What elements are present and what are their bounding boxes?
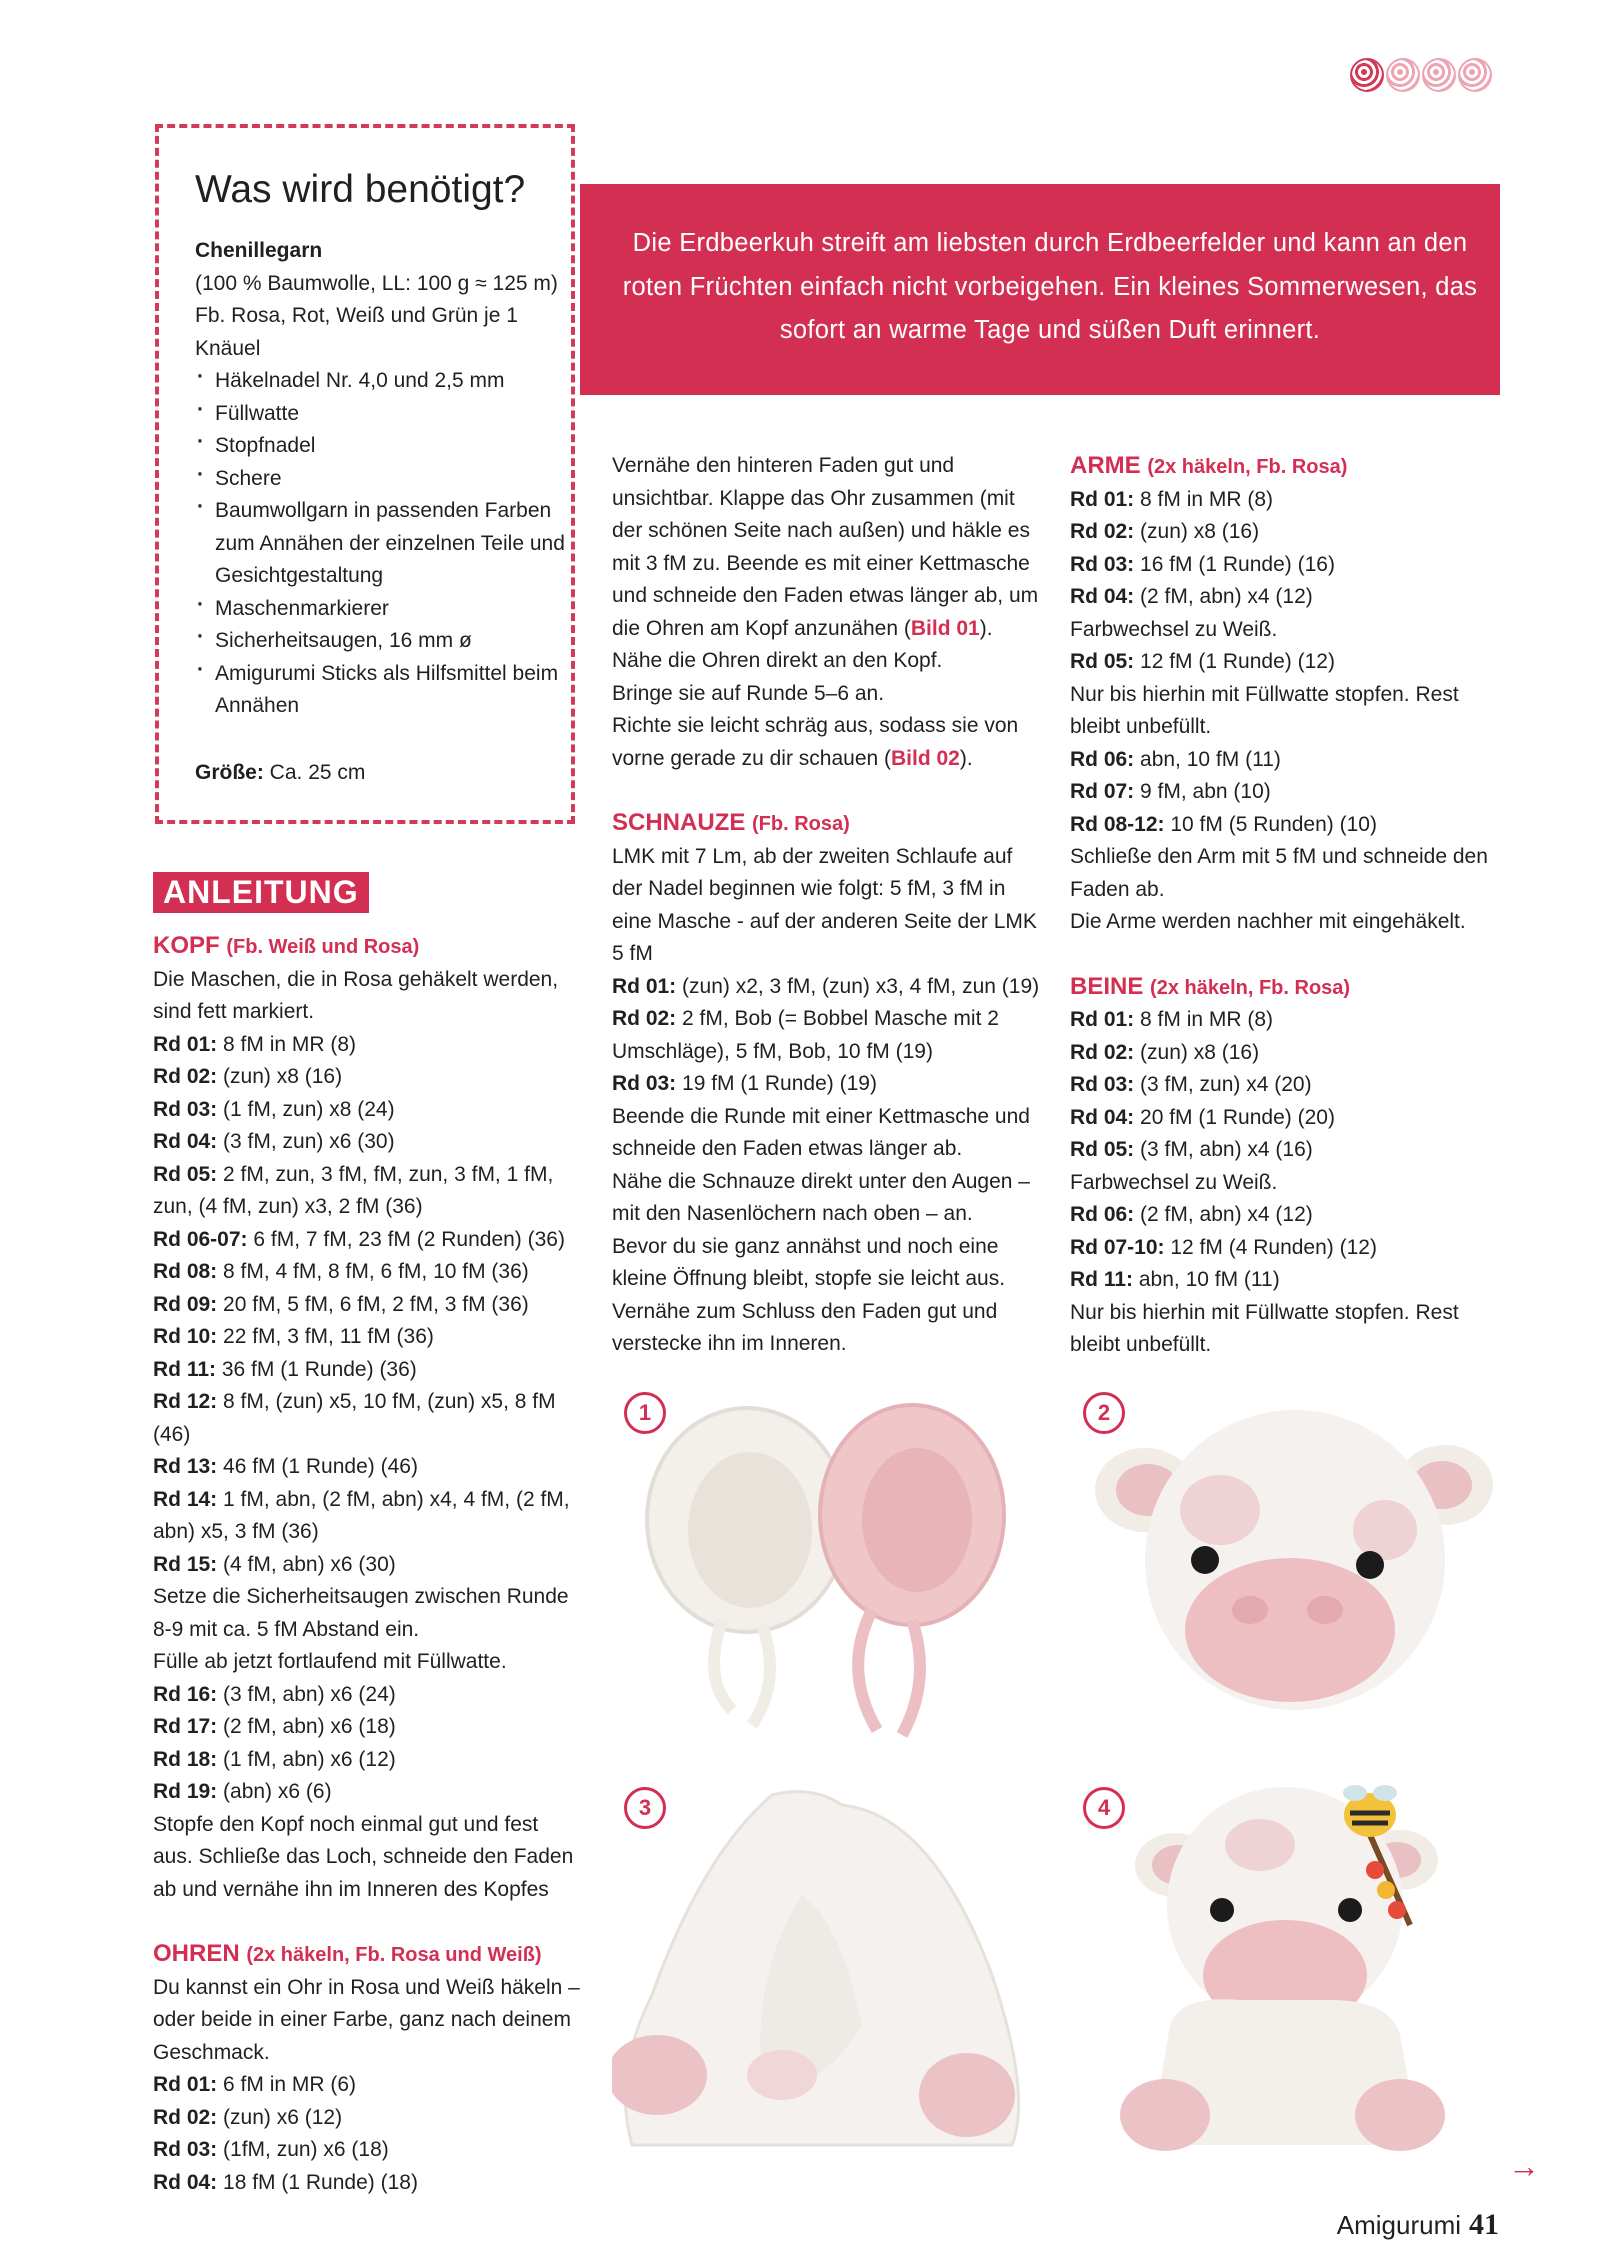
row-label: Rd 19:	[153, 1780, 218, 1803]
row-text: 2 fM, Bob (= Bobbel Masche mit 2 Umschläge), 5 fM, Bob, 10 fM (19)	[612, 1007, 999, 1063]
materials-list	[195, 235, 570, 789]
row-text: 19 fM (1 Runde) (19)	[676, 1072, 877, 1095]
row-text: (zun) x8 (16)	[1134, 1040, 1260, 1064]
paragraph	[612, 710, 1042, 775]
row-label: Rd 05:	[1070, 1138, 1135, 1161]
pattern-row	[153, 1484, 583, 1549]
row-text: 16 fM (1 Runde) (16)	[1134, 552, 1335, 576]
pattern-row	[1070, 581, 1505, 614]
row-label: Rd 04:	[1070, 1105, 1135, 1129]
row-list	[1070, 1004, 1505, 1167]
row-label: Rd 05:	[1070, 650, 1135, 673]
pattern-row	[153, 2134, 583, 2167]
pattern-row	[153, 1289, 583, 1322]
pattern-row	[1070, 1069, 1505, 1102]
row-label: Rd 03:	[1070, 552, 1135, 576]
text-span: ).	[959, 746, 973, 770]
row-label: Rd 14:	[153, 1487, 218, 1511]
row-label: Rd 07:	[1070, 780, 1135, 803]
row-label: Rd 12:	[153, 1390, 218, 1413]
materials-title: Was wird benötigt?	[195, 168, 526, 211]
pattern-row	[153, 1126, 583, 1159]
pattern-row	[1070, 549, 1505, 582]
row-text: (3 fM, zun) x6 (30)	[217, 1130, 395, 1153]
pattern-row	[153, 1094, 583, 1127]
materials-items	[195, 365, 570, 723]
section-heading-schnauze	[612, 807, 1042, 841]
column-right	[1070, 450, 1505, 1362]
paragraph: Nur bis hierhin mit Füllwatte stopfen. Rest bleibt unbefüllt.	[1070, 682, 1459, 738]
yarn-ball-icon	[1458, 58, 1492, 92]
yarn-ball-icon	[1350, 58, 1384, 92]
pattern-row	[153, 1029, 583, 1062]
section-subtitle: (2x häkeln, Fb. Rosa)	[1147, 456, 1348, 478]
pattern-row	[153, 2102, 583, 2135]
row-text: 46 fM (1 Runde) (46)	[217, 1455, 418, 1478]
image-reference: Bild 01	[910, 616, 980, 640]
list-item: · Sicherheitsaugen, 16 mm ø	[195, 625, 570, 658]
row-label: Rd 01:	[1070, 1008, 1135, 1031]
row-text: (zun) x6 (12)	[217, 2105, 343, 2129]
paragraph: Nähe die Schnauze direkt unter den Augen – mit den Nasenlöchern nach oben – an.	[612, 1169, 1030, 1225]
pattern-row	[1070, 776, 1505, 809]
row-text: (zun) x2, 3 fM, (zun) x3, 4 fM, zun (19)	[676, 974, 1040, 998]
pattern-row	[153, 2069, 583, 2102]
size-label: Größe:	[195, 760, 264, 784]
row-label: Rd 02:	[153, 2105, 218, 2129]
row-text: (4 fM, abn) x6 (30)	[217, 1552, 396, 1576]
row-text: (3 fM, zun) x4 (20)	[1134, 1073, 1312, 1096]
row-label: Rd 03:	[612, 1072, 677, 1095]
image-reference: Bild 02	[891, 746, 960, 770]
row-text: (zun) x8 (16)	[217, 1065, 343, 1088]
yarn-ball-icon	[1422, 58, 1456, 92]
pattern-row	[1070, 516, 1505, 549]
pattern-row	[1070, 1004, 1505, 1037]
pattern-row	[153, 1549, 583, 1582]
section-title: OHREN	[153, 1940, 240, 1967]
row-list	[1070, 744, 1505, 842]
row-text: 2 fM, zun, 3 fM, fM, zun, 3 fM, 1 fM, zun, (4 fM, zun) x3, 2 fM (36)	[153, 1162, 554, 1218]
pattern-row	[1070, 484, 1505, 517]
arrow-right-icon[interactable]: →	[1508, 2148, 1540, 2184]
pattern-row	[1070, 1102, 1505, 1135]
text-span: Richte sie leicht schräg aus, sodass sie von vorne gerade zu dir schauen (	[612, 714, 1019, 770]
column-left	[153, 930, 583, 2199]
size-info	[195, 757, 570, 790]
row-text: 18 fM (1 Runde) (18)	[217, 2170, 418, 2194]
yarn-description: (100 % Baumwolle, LL: 100 g ≈ 125 m) Fb. Rosa, Rot, Weiß und Grün je 1 Knäuel	[195, 271, 558, 360]
text-span: Vernähe den hinteren Faden gut und unsichtbar. Klappe das Ohr zusammen (mit der schönen Seite nach außen) und häkle es mit 3 fM zu. Beende es mit einer Kettmasche und schneide den Faden etwas länger ab, um die Ohren am Kopf anzunähen (	[612, 454, 1039, 640]
pattern-row	[153, 1679, 583, 1712]
list-item: · Schere	[195, 463, 570, 496]
row-list	[153, 1029, 583, 1582]
section-heading-arme	[1070, 450, 1505, 484]
pattern-row	[1070, 1232, 1505, 1265]
row-label: Rd 10:	[153, 1325, 218, 1348]
row-label: Rd 02:	[612, 1007, 677, 1030]
paragraph: Farbwechsel zu Weiß.	[1070, 1170, 1278, 1194]
pattern-row	[153, 1776, 583, 1809]
photo-number-badge: 4	[1083, 1787, 1125, 1829]
paragraph: Farbwechsel zu Weiß.	[1070, 617, 1278, 641]
row-text: 10 fM (5 Runden) (10)	[1164, 812, 1377, 836]
row-label: Rd 15:	[153, 1552, 218, 1576]
row-label: Rd 02:	[153, 1065, 218, 1088]
photo-number-badge: 1	[624, 1392, 666, 1434]
pattern-row	[153, 1061, 583, 1094]
row-label: Rd 07-10:	[1070, 1235, 1165, 1259]
section-heading-beine	[1070, 971, 1505, 1005]
section-title: BEINE	[1070, 972, 1144, 1000]
section-subtitle: (2x häkeln, Fb. Rosa)	[1150, 976, 1351, 999]
paragraph: Du kannst ein Ohr in Rosa und Weiß häkeln – oder beide in einer Farbe, ganz nach deinem Geschmack.	[153, 1975, 580, 2064]
pattern-row	[153, 1321, 583, 1354]
paragraph: LMK mit 7 Lm, ab der zweiten Schlaufe auf der Nadel beginnen wie folgt: 5 fM, 3 fM in eine Masche - auf der anderen Seite der LMK 5 fM	[612, 844, 1037, 965]
paragraph: Bevor du sie ganz annähst und noch eine kleine Öffnung bleibt, stopfe sie leicht aus.	[612, 1234, 1006, 1290]
row-label: Rd 01:	[1070, 487, 1135, 511]
pattern-row	[1070, 1037, 1505, 1070]
row-list	[1070, 646, 1505, 679]
pattern-row	[1070, 646, 1505, 679]
row-label: Rd 08-12:	[1070, 812, 1165, 836]
row-text: 9 fM, abn (10)	[1134, 780, 1271, 803]
photo-ears	[612, 1380, 1045, 1740]
section-subtitle: (Fb. Rosa)	[752, 813, 850, 835]
row-text: 8 fM, (zun) x5, 10 fM, (zun) x5, 8 fM (46)	[153, 1390, 556, 1446]
row-text: 12 fM (1 Runde) (12)	[1134, 650, 1335, 673]
row-label: Rd 06-07:	[153, 1227, 248, 1251]
paragraph: Die Arme werden nachher mit eingehäkelt.	[1070, 910, 1466, 933]
row-label: Rd 01:	[153, 2073, 218, 2096]
magazine-title: Amigurumi	[1336, 2210, 1461, 2240]
row-label: Rd 08:	[153, 1260, 218, 1283]
row-text: (2 fM, abn) x4 (12)	[1134, 1203, 1313, 1226]
paragraph: Setze die Sicherheitsaugen zwischen Runde 8-9 mit ca. 5 fM Abstand ein.	[153, 1585, 569, 1641]
pattern-row	[612, 1003, 1042, 1068]
row-label: Rd 02:	[1070, 1040, 1135, 1064]
row-list	[612, 971, 1042, 1101]
photo-snout	[612, 1775, 1045, 2155]
pattern-row	[1070, 1134, 1505, 1167]
row-label: Rd 01:	[612, 974, 677, 998]
section-subtitle: (Fb. Weiß und Rosa)	[226, 936, 420, 958]
row-label: Rd 04:	[1070, 585, 1135, 608]
row-label: Rd 03:	[1070, 1073, 1135, 1096]
section-subtitle: (2x häkeln, Fb. Rosa und Weiß)	[246, 1944, 542, 1966]
row-text: (1 fM, abn) x6 (12)	[217, 1747, 396, 1771]
row-label: Rd 13:	[153, 1455, 218, 1478]
photo-head	[1070, 1380, 1500, 1740]
row-label: Rd 04:	[153, 2170, 218, 2194]
row-text: (3 fM, abn) x6 (24)	[217, 1682, 396, 1706]
footer	[1337, 2208, 1499, 2242]
row-text: 20 fM, 5 fM, 6 fM, 2 fM, 3 fM (36)	[217, 1292, 529, 1316]
row-label: Rd 04:	[153, 1130, 218, 1153]
paragraph: Nur bis hierhin mit Füllwatte stopfen. Rest bleibt unbefüllt.	[1070, 1300, 1459, 1356]
paragraph: Bringe sie auf Runde 5–6 an.	[612, 681, 885, 705]
text-span: ).	[979, 616, 993, 640]
row-list	[1070, 484, 1505, 614]
paragraph: Beende die Runde mit einer Kettmasche und schneide den Faden etwas länger ab.	[612, 1104, 1030, 1160]
row-text: (2 fM, abn) x6 (18)	[217, 1715, 396, 1738]
paragraph: Nähe die Ohren direkt an den Kopf.	[612, 649, 943, 672]
row-text: 6 fM, 7 fM, 23 fM (2 Runden) (36)	[247, 1227, 565, 1251]
paragraph: Die Maschen, die in Rosa gehäkelt werden, sind fett markiert.	[153, 967, 559, 1023]
list-item: · Baumwollgarn in passenden Farben zum Annähen der einzelnen Teile und Gesichtgestaltung	[195, 495, 570, 593]
pattern-row	[153, 1256, 583, 1289]
yarn-balls-decoration	[1350, 58, 1492, 92]
row-text: (abn) x6 (6)	[217, 1780, 332, 1803]
row-list	[153, 2069, 583, 2199]
pattern-row	[153, 1451, 583, 1484]
row-label: Rd 16:	[153, 1682, 218, 1706]
head-illustration	[1070, 1380, 1500, 1740]
list-item: · Stopfnadel	[195, 430, 570, 463]
row-text: 12 fM (4 Runden) (12)	[1164, 1235, 1377, 1259]
row-list	[153, 1679, 583, 1809]
pattern-row	[1070, 744, 1505, 777]
pattern-row	[612, 1068, 1042, 1101]
row-text: 8 fM in MR (8)	[1134, 487, 1274, 511]
row-text: (zun) x8 (16)	[1134, 520, 1260, 543]
snout-illustration	[612, 1775, 1045, 2155]
row-text: 8 fM in MR (8)	[217, 1032, 357, 1056]
page-number: 41	[1469, 2208, 1499, 2241]
row-label: Rd 01:	[153, 1032, 218, 1056]
row-text: (1fM, zun) x6 (18)	[217, 2138, 389, 2161]
instructions-heading: ANLEITUNG	[153, 872, 369, 913]
paragraph: Stopfe den Kopf noch einmal gut und fest aus. Schließe das Loch, schneide den Faden ab und vernähe ihn im Inneren des Kopfes	[153, 1812, 574, 1901]
yarn-name: Chenillegarn	[195, 239, 323, 262]
list-item: · Maschenmarkierer	[195, 593, 570, 626]
section-title: ARME	[1070, 452, 1141, 479]
row-label: Rd 02:	[1070, 520, 1135, 543]
pattern-row	[612, 971, 1042, 1004]
row-label: Rd 03:	[153, 1097, 218, 1121]
row-label: Rd 09:	[153, 1292, 218, 1316]
row-label: Rd 11:	[1070, 1268, 1134, 1291]
pattern-row	[1070, 1264, 1505, 1297]
section-title: SCHNAUZE	[612, 809, 746, 836]
row-text: (2 fM, abn) x4 (12)	[1134, 585, 1313, 608]
pattern-row	[1070, 1199, 1505, 1232]
row-label: Rd 03:	[153, 2138, 218, 2161]
photo-number-badge: 2	[1083, 1392, 1125, 1434]
pattern-row	[153, 1354, 583, 1387]
ears-illustration	[612, 1380, 1045, 1740]
row-label: Rd 11:	[153, 1357, 217, 1381]
row-label: Rd 06:	[1070, 747, 1135, 771]
list-item: · Häkelnadel Nr. 4,0 und 2,5 mm	[195, 365, 570, 398]
photo-cow	[1070, 1775, 1500, 2155]
row-text: 1 fM, abn, (2 fM, abn) x4, 4 fM, (2 fM, abn) x5, 3 fM (36)	[153, 1487, 570, 1543]
row-list	[1070, 1199, 1505, 1297]
section-heading-kopf	[153, 930, 583, 964]
pattern-row	[153, 1224, 583, 1257]
row-label: Rd 17:	[153, 1715, 218, 1738]
paragraph: Fülle ab jetzt fortlaufend mit Füllwatte.	[153, 1650, 507, 1673]
row-text: 8 fM in MR (8)	[1134, 1008, 1274, 1031]
paragraph: Schließe den Arm mit 5 fM und schneide den Faden ab.	[1070, 845, 1488, 901]
pattern-row	[1070, 809, 1505, 842]
row-text: 8 fM, 4 fM, 8 fM, 6 fM, 10 fM (36)	[217, 1260, 529, 1283]
column-middle	[612, 450, 1042, 1361]
intro-text: Die Erdbeerkuh streift am liebsten durch Erdbeerfelder und kann an den roten Früchten einfach nicht vorbeigehen. Ein kleines Sommerwesen, das sofort an warme Tage und süßen Duft erinnert.	[622, 229, 1478, 344]
row-label: Rd 18:	[153, 1747, 218, 1771]
list-item: · Amigurumi Sticks als Hilfsmittel beim Annähen	[195, 658, 570, 723]
pattern-row	[153, 1744, 583, 1777]
row-label: Rd 06:	[1070, 1203, 1135, 1226]
row-text: abn, 10 fM (11)	[1134, 747, 1281, 771]
size-value: Ca. 25 cm	[263, 760, 366, 784]
row-text: 20 fM (1 Runde) (20)	[1134, 1105, 1335, 1129]
paragraph	[612, 450, 1042, 645]
row-text: 6 fM in MR (6)	[217, 2073, 357, 2096]
cow-illustration	[1070, 1775, 1500, 2155]
paragraph: Vernähe zum Schluss den Faden gut und verstecke ihn im Inneren.	[612, 1299, 998, 1355]
pattern-row	[153, 1159, 583, 1224]
section-heading-ohren	[153, 1938, 583, 1972]
section-title: KOPF	[153, 932, 220, 959]
pattern-row	[153, 1711, 583, 1744]
row-text: (1 fM, zun) x8 (24)	[217, 1097, 395, 1121]
pattern-row	[153, 1386, 583, 1451]
photo-number-badge: 3	[624, 1787, 666, 1829]
pattern-row	[153, 2167, 583, 2200]
row-text: (3 fM, abn) x4 (16)	[1134, 1138, 1313, 1161]
row-label: Rd 05:	[153, 1162, 218, 1186]
list-item: · Füllwatte	[195, 398, 570, 431]
row-text: 36 fM (1 Runde) (36)	[216, 1357, 417, 1381]
row-text: 22 fM, 3 fM, 11 fM (36)	[217, 1325, 434, 1348]
row-text: abn, 10 fM (11)	[1133, 1268, 1280, 1291]
yarn-ball-icon	[1386, 58, 1420, 92]
